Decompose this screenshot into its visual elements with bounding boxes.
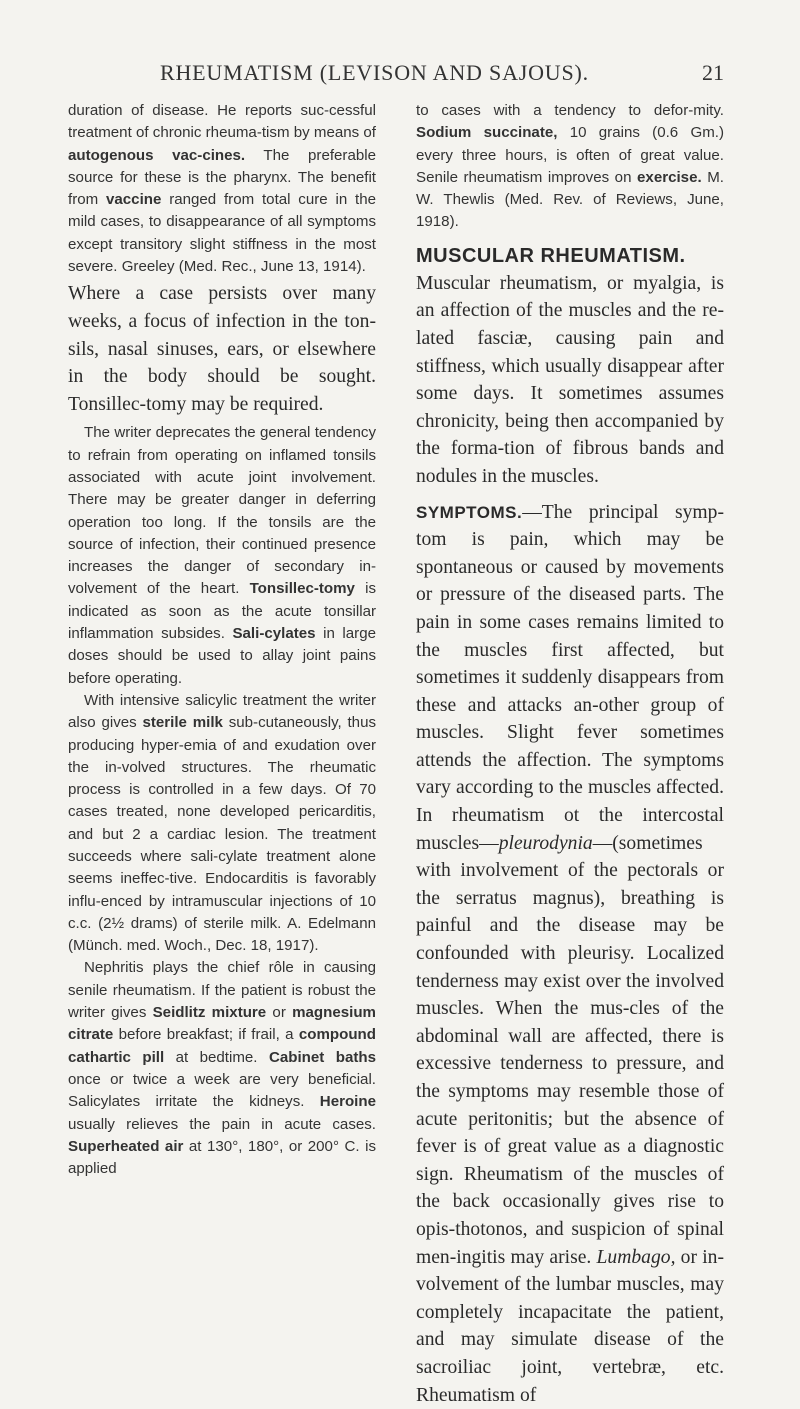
running-head-title: RHEUMATISM (LEVISON AND SAJOUS). — [160, 60, 589, 85]
section-heading: MUSCULAR RHEUMATISM. — [416, 244, 686, 267]
page-number: 21 — [702, 60, 724, 85]
right-paragraph-3: SYMPTOMS.—The principal symp-tom is pain, which may be spontaneous or caused by movements or pressure of the diseased parts. The pain in some cases remains limited to the muscles first affected, but sometimes it suddenly disappears from these and attacks an-other group of muscles. Slight fever sometimes attends the affection. The symptoms vary according to the muscles affected. In rheumatism ot the intercostal muscles—pleurodynia—(sometimes with involvement of the pectorals or the serratus magnus), breathing is painful and the disease may be confounded with pleurisy. Localized tenderness may exist over the involved muscles. When the mus-cles of the abdominal wall are affected, there is excessive tenderness to pressure, and the symptoms may resemble those of acute peritonitis; but the absence of fever is of great value as a diagnostic sign. Rheumatism of the muscles of the back occasionally gives rise to opis-thotonos, and suspicion of spinal men-ingitis may arise. Lumbago, or in-volvement of the lumbar muscles, may completely incapacitate the patient, and may simulate disease of the sacroiliac joint, vertebræ, etc. Rheumatism of — [416, 501, 724, 1406]
right-paragraph-1: to cases with a tendency to defor-mity. Sodium succinate, 10 grains (0.6 Gm.) every three hours, is often of great value. Senile rheumatism improves on exercise. M. W. Thewlis (Med. Rev. of Reviews, June, 1918). — [416, 102, 724, 231]
left-paragraph-3: The writer deprecates the general tendency to refrain from operating on inflamed tonsils associated with acute joint involvement. There may be greater danger in deferring operation too long. If the tonsils are the source of infection, their continued presence increases the danger of secondary in-volvement of the heart. Tonsillec-tomy is indicated as soon as the acute tonsillar inflammation subsides. Sali-cylates in large doses should be used to allay joint pains before operating. — [68, 424, 377, 687]
left-paragraph-2: Where a case persists over many weeks, a focus of infection in the ton-sils, nasal sinuses, ears, or elsewhere in the body should be sought. Tonsillec-tomy may be required. — [68, 283, 376, 415]
left-paragraph-5: Nephritis plays the chief rôle in causing senile rheumatism. If the patient is robust the writer gives Seidlitz mixture or magnesium citrate before breakfast; if frail, a compound cathartic pill at bedtime. Cabinet baths once or twice a week are very beneficial. Salicylates irritate the kidneys. Heroine usually relieves the pain in acute cases. Superheated air at 130°, 180°, or 200° C. is applied — [68, 959, 376, 1178]
left-paragraph-4: With intensive salicylic treatment the writer also gives sterile milk sub-cutaneously, thus producing hyper-emia of and exudation over the in-volved structures. The rheumatic process is controlled in a few days. Of 70 cases treated, none developed pericarditis, and but 2 a cardiac lesion. The treatment succeeds where sali-cylate treatment alone seems ineffec-tive. Endocarditis is favorably influ-enced by intramuscular injections of 10 c.c. (2½ drams) of sterile milk. A. Edelmann (Münch. med. Woch., Dec. 18, 1917). — [68, 691, 377, 955]
running-header — [0, 60, 800, 100]
symptoms-subheading: SYMPTOMS. — [416, 502, 523, 522]
right-paragraph-2: Muscular rheumatism, or myalgia, is an affection of the muscles and the re-lated fasciæ, causing pain and stiffness, which usually disappear after some days. It sometimes assumes chronicity, being then accompanied by the forma-tion of fibrous bands and nodules in the muscles. — [416, 272, 724, 487]
left-paragraph-1: duration of disease. He reports suc-cessful treatment of chronic rheuma-tism by means of autogenous vac-cines. The preferable source for these is the pharynx. The benefit from vaccine ranged from total cure in the mild cases, to disappearance of all symptoms except transitory slight stiffness in the most severe. Greeley (Med. Rec., June 13, 1914). — [68, 102, 377, 276]
right-column — [416, 100, 724, 1409]
left-column — [68, 100, 376, 1180]
